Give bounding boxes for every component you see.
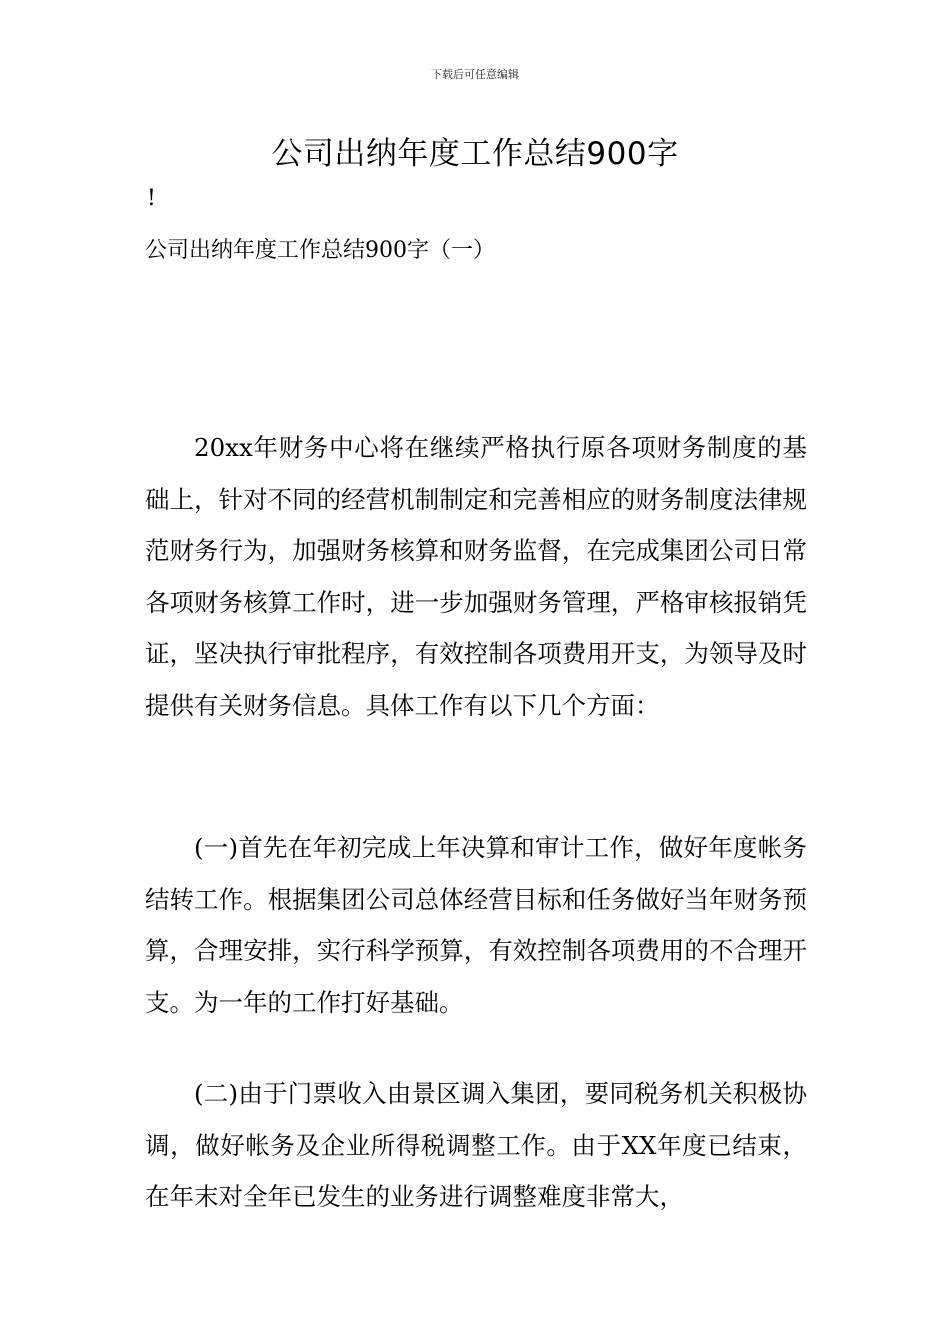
document-title: 公司出纳年度工作总结900字 [271, 136, 679, 172]
document-subtitle: 公司出纳年度工作总结900字（一） [145, 238, 495, 263]
exclamation-mark: ! [147, 186, 156, 211]
paragraph-item-2: (二)由于门票收入由景区调入集团，要同税务机关积极协调，做好帐务及企业所得税调整工作。由于XX年度已结束，在年末对全年已发生的业务进行调整难度非常大， [145, 1079, 807, 1211]
paragraph-intro: 20xx年财务中心将在继续严格执行原各项财务制度的基础上，针对不同的经营机制制定和完善相应的财务制度法律规范财务行为，加强财务核算和财务监督，在完成集团公司日常各项财务核算工作时，进一步加强财务管理，严格审核报销凭证，坚决执行审批程序，有效控制各项费用开支，为领导及时提供有关财务信息。具体工作有以下几个方面： [145, 433, 807, 720]
paragraph-item-1: (一)首先在年初完成上年决算和审计工作，做好年度帐务结转工作。根据集团公司总体经营目标和任务做好当年财务预算，合理安排，实行科学预算，有效控制各项费用的不合理开支。为一年的工作打好基础。 [145, 833, 807, 1017]
header-note: 下载后可任意编辑 [431, 68, 519, 81]
